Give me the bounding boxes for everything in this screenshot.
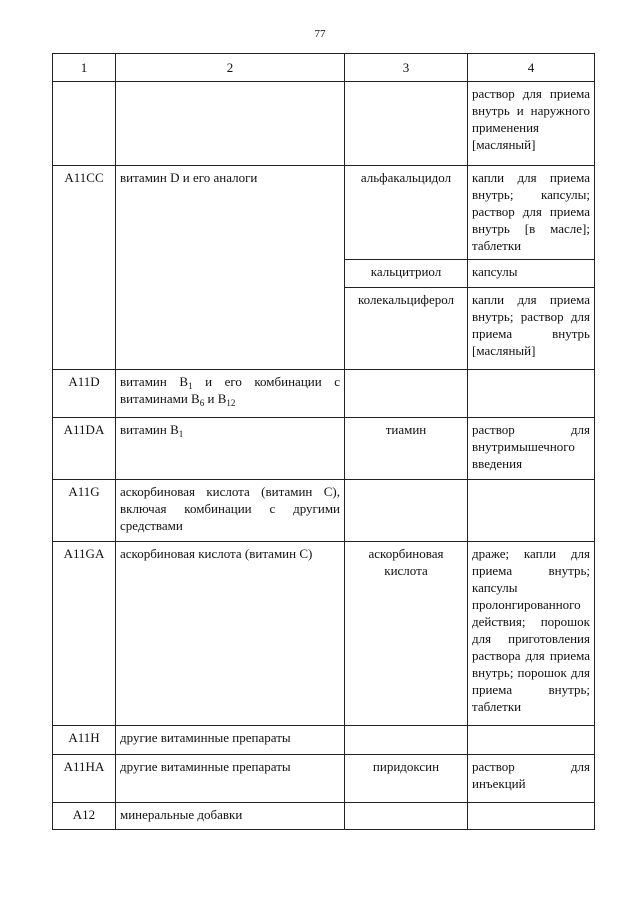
substance-cell: аскорбиновая кислота — [345, 542, 468, 726]
substance-cell — [345, 480, 468, 542]
header-col-4: 4 — [468, 54, 595, 82]
group-text-c: и B — [204, 391, 227, 406]
table-row — [53, 166, 595, 260]
form-cell: капсулы — [468, 260, 595, 288]
drug-classification-table — [52, 53, 595, 830]
page-number: 77 — [314, 28, 326, 40]
group-text-a: витамин B — [120, 374, 189, 389]
code-cell: A12 — [53, 803, 116, 830]
group-cell: другие витаминные препараты — [116, 726, 345, 755]
substance-cell: кальцитриол — [345, 260, 468, 288]
code-cell: A11D — [53, 370, 116, 418]
subscript: 1 — [178, 429, 184, 439]
group-cell — [116, 82, 345, 166]
form-cell: раствор для приема внутрь и наружного применения [масляный] — [468, 82, 595, 166]
substance-cell — [345, 803, 468, 830]
group-cell: аскорбиновая кислота (витамин C) — [116, 542, 345, 726]
substance-cell — [345, 82, 468, 166]
subscript: 12 — [226, 398, 236, 408]
form-cell — [468, 480, 595, 542]
header-col-1: 1 — [53, 54, 116, 82]
substance-cell — [345, 370, 468, 418]
code-cell: A11CC — [53, 166, 116, 370]
substance-cell: тиамин — [345, 418, 468, 480]
group-cell: аскорбиновая кислота (витамин C), включая комбинации с другими средствами — [116, 480, 345, 542]
form-cell — [468, 726, 595, 755]
substance-cell: колекальциферол — [345, 288, 468, 370]
group-text-a: витамин B — [120, 422, 179, 437]
group-text-b: и его комбинации с витаминами B — [120, 374, 340, 406]
form-cell — [468, 370, 595, 418]
group-cell: другие витаминные препараты — [116, 755, 345, 803]
table-row — [53, 370, 595, 418]
form-cell: капли для приема внутрь; капсулы; раствор для приема внутрь [в масле]; таблетки — [468, 166, 595, 260]
group-cell — [116, 418, 345, 480]
substance-cell — [345, 726, 468, 755]
header-col-3: 3 — [345, 54, 468, 82]
header-col-2: 2 — [116, 54, 345, 82]
form-cell: драже; капли для приема внутрь; капсулы пролонгированного действия; порошок для приготовления раствора для приема внутрь; порошок для приема внутрь; таблетки — [468, 542, 595, 726]
substance-cell: пиридоксин — [345, 755, 468, 803]
code-cell: A11GA — [53, 542, 116, 726]
code-cell: A11HA — [53, 755, 116, 803]
subscript: 1 — [188, 381, 193, 391]
table-row — [53, 82, 595, 166]
form-cell: раствор для инъекций — [468, 755, 595, 803]
form-cell: раствор для внутримышечного введения — [468, 418, 595, 480]
table-header-row — [53, 54, 595, 82]
table-row — [53, 418, 595, 480]
table-row — [53, 542, 595, 726]
code-cell: A11H — [53, 726, 116, 755]
table-row — [53, 803, 595, 830]
group-cell: минеральные добавки — [116, 803, 345, 830]
table-row — [53, 480, 595, 542]
group-cell: витамин D и его аналоги — [116, 166, 345, 370]
subscript: 6 — [199, 398, 205, 408]
substance-cell: альфакальцидол — [345, 166, 468, 260]
table-row — [53, 755, 595, 803]
form-cell — [468, 803, 595, 830]
form-cell: капли для приема внутрь; раствор для приема внутрь [масляный] — [468, 288, 595, 370]
group-cell — [116, 370, 345, 418]
code-cell: A11DA — [53, 418, 116, 480]
code-cell — [53, 82, 116, 166]
code-cell: A11G — [53, 480, 116, 542]
table-row — [53, 726, 595, 755]
